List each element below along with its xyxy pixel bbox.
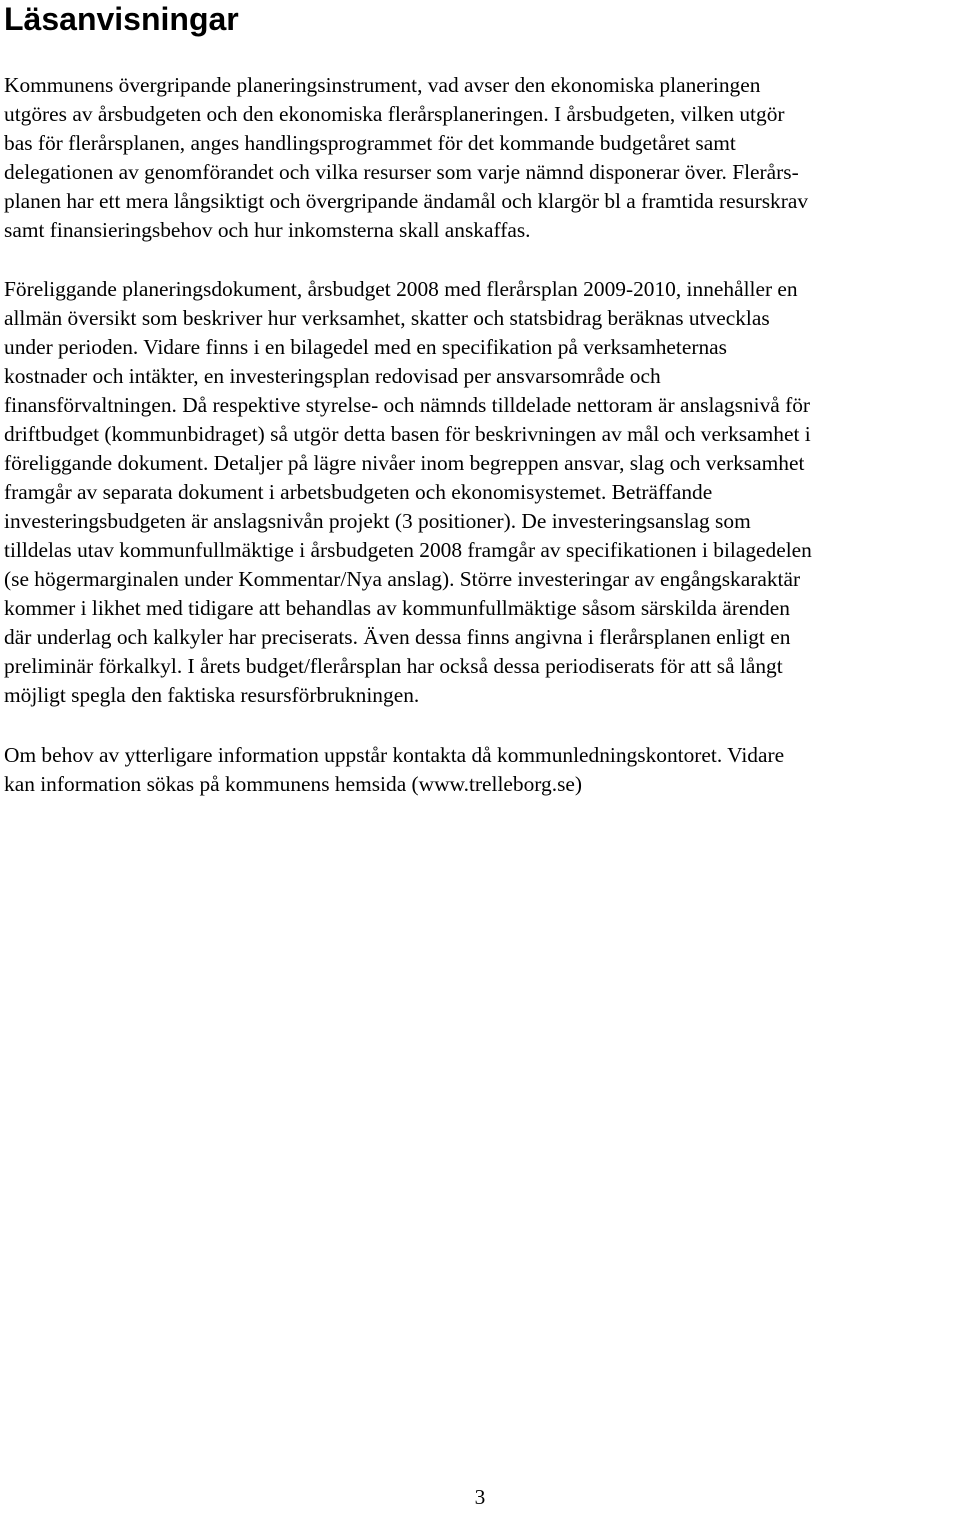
text-line: finansförvaltningen. Då respektive styrelse- och nämnds tilldelade nettoram är anslagsnivå för	[4, 393, 811, 417]
text-line: bas för flerårsplanen, anges handlingsprogrammet för det kommande budgetåret samt	[4, 131, 736, 155]
text-line: tilldelas utav kommunfullmäktige i årsbudgeten 2008 framgår av specifikationen i bilagedelen	[4, 538, 812, 562]
text-line: framgår av separata dokument i arbetsbudgeten och ekonomisystemet. Beträffande	[4, 480, 713, 504]
text-line: samt finansieringsbehov och hur inkomsterna skall anskaffas.	[4, 218, 531, 242]
text-line: Om behov av ytterligare information uppstår kontakta då kommunledningskontoret. Vidare	[4, 743, 785, 767]
text-line: delegationen av genomförandet och vilka resurser som varje nämnd disponerar över. Flerårs-	[4, 160, 799, 184]
page-number: 3	[474, 1485, 486, 1509]
text-line: kommer i likhet med tidigare att behandlas av kommunfullmäktige såsom särskilda ärenden	[4, 596, 790, 620]
text-line: Föreliggande planeringsdokument, årsbudget 2008 med flerårsplan 2009-2010, innehåller en	[4, 277, 798, 301]
text-line: driftbudget (kommunbidraget) så utgör detta basen för beskrivningen av mål och verksamhet i	[4, 422, 811, 446]
text-line: investeringsbudgeten är anslagsnivån projekt (3 positioner). De investeringsanslag som	[4, 509, 751, 533]
page-title: Läsanvisningar	[4, 1, 239, 37]
text-line: under perioden. Vidare finns i en bilagedel med en specifikation på verksamheternas	[4, 335, 727, 359]
text-line: utgöres av årsbudgeten och den ekonomiska flerårsplaneringen. I årsbudgeten, vilken utgör	[4, 102, 785, 126]
text-line: preliminär förkalkyl. I årets budget/flerårsplan har också dessa periodiserats för att så långt	[4, 654, 783, 678]
text-line: planen har ett mera långsiktigt och övergripande ändamål och klargör bl a framtida resurskrav	[4, 189, 809, 213]
text-line: (se högermarginalen under Kommentar/Nya anslag). Större investeringar av engångskaraktär	[4, 567, 801, 591]
paragraph-contact-info	[4, 741, 959, 799]
text-line: föreliggande dokument. Detaljer på lägre nivåer inom begreppen ansvar, slag och verksamhet	[4, 451, 805, 475]
text-line: Kommunens övergripande planeringsinstrument, vad avser den ekonomiska planeringen	[4, 73, 761, 97]
paragraph-intro	[4, 71, 959, 245]
text-line: möjligt spegla den faktiska resursförbrukningen.	[4, 683, 420, 707]
paragraph-planning-document	[4, 275, 959, 710]
text-line: där underlag och kalkyler har preciserats. Även dessa finns angivna i flerårsplanen enligt en	[4, 625, 791, 649]
text-line: kostnader och intäkter, en investeringsplan redovisad per ansvarsområde och	[4, 364, 661, 388]
text-line: allmän översikt som beskriver hur verksamhet, skatter och statsbidrag beräknas utvecklas	[4, 306, 770, 330]
text-line: kan information sökas på kommunens hemsida (www.trelleborg.se)	[4, 772, 583, 796]
